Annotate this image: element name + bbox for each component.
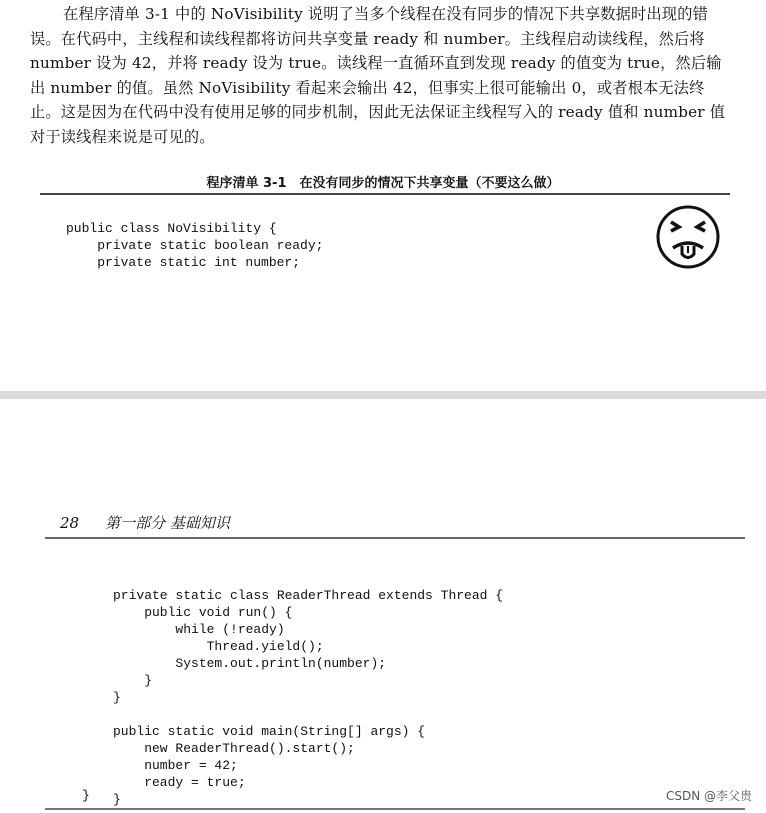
section-title: 第一部分 基础知识 xyxy=(105,514,230,532)
listing-caption: 程序清单 3-1 在没有同步的情况下共享变量（不要这么做） xyxy=(206,176,560,191)
body-paragraph xyxy=(30,2,730,150)
code-line: ready = true; xyxy=(113,775,246,790)
code-line: number = 42; xyxy=(113,758,238,773)
code-line: Thread.yield(); xyxy=(113,639,324,654)
code-line: private static boolean ready; xyxy=(66,238,324,253)
angry-face-icon xyxy=(655,204,721,270)
code-line xyxy=(113,706,503,723)
code-line: } xyxy=(113,690,121,705)
page-header xyxy=(60,512,256,533)
code-line: System.out.println(number); xyxy=(113,656,387,671)
page-number: 28 xyxy=(60,514,80,532)
code-line: public void run() { xyxy=(113,605,293,620)
code-line: } xyxy=(113,792,121,807)
code-line: while (!ready) xyxy=(113,622,285,637)
closing-brace: } xyxy=(82,788,90,803)
code-line: } xyxy=(113,673,153,688)
code-line: public static void main(String[] args) { xyxy=(113,724,426,739)
header-rule xyxy=(45,537,745,539)
code-block-top xyxy=(66,203,323,271)
code-line: public class NoVisibility { xyxy=(66,221,277,236)
watermark: CSDN @李父贵 xyxy=(665,789,752,803)
code-line: private static class ReaderThread extends Thread { xyxy=(113,588,504,603)
paragraph-text: 在程序清单 3-1 中的 NoVisibility 说明了当多个线程在没有同步的情况下共享数据时出现的错误。在代码中，主线程和读线程都将访问共享变量 ready 和 number。主线程启动读线程，然后将 number 设为 42，并将 ready 设为 true。读线程一直循环直到发现 ready 的值变为 true，然后输出 number 的值。虽然 NoVisibility 看起来会输出 42，但事实上很可能输出 0，或者根本无法终止。这是因为在代码中没有使用足够的同步机制，因此无法保证主线程写入的 ready 值和 number 值对于读线程来说是可见的。 xyxy=(30,5,726,146)
code-line: new ReaderThread().start(); xyxy=(113,741,355,756)
code-line: private static int number; xyxy=(66,255,301,270)
code-block-bottom xyxy=(113,570,503,808)
page-separator xyxy=(0,391,766,399)
caption-rule xyxy=(40,193,730,195)
footer-rule xyxy=(45,808,745,810)
